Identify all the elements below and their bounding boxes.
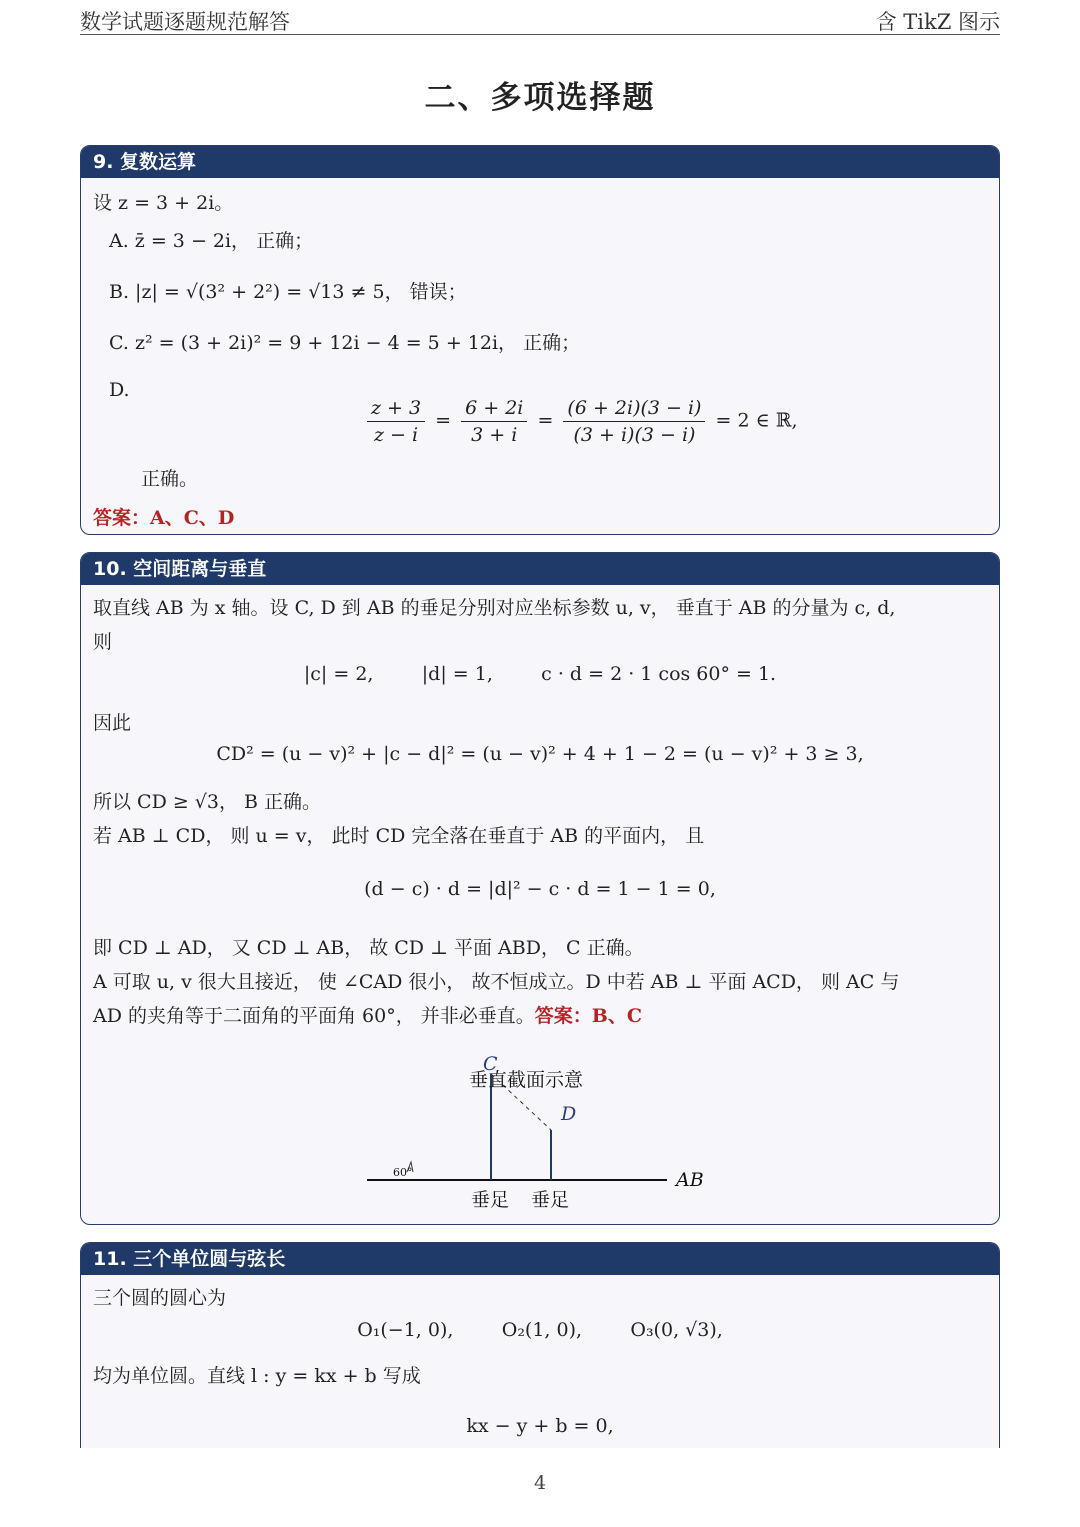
p11-equation-2: kx − y + b = 0, [466,1415,614,1437]
label-c: C [483,1053,498,1075]
problem-11-box [80,1242,1000,1448]
p9-option-b: B. |z| = √(3² + 2²) = √13 ≠ 5， 错误； [109,281,467,303]
problem-10-title: 10. 空间距离与垂直 [81,553,999,585]
p11-line-2: 均为单位圆。直线 l : y = kx + b 写成 [93,1365,421,1387]
p11-line-1: 三个圆的圆心为 [93,1287,227,1309]
p10-equation-2: CD² = (u − v)² + |c − d|² = (u − v)² + 4 + 1 − 2 = (u − v)² + 3 ≥ 3, [216,743,864,765]
running-header-left: 数学试题逐题规范解答 [80,10,290,34]
p9-option-a: A. z̄ = 3 − 2i， 正确； [109,230,314,252]
p10-equation-1: |c| = 2, |d| = 1, c · d = 2 · 1 cos 60° = 1. [303,663,777,685]
p11-equation-1: O₁(−1, 0), O₂(1, 0), O₃(0, √3), [357,1319,723,1341]
label-ab: AB [676,1169,704,1191]
problem-10-box [80,552,1000,1225]
p9-fraction-2: $\frac{6 + 2i}{3 + i}$ [461,397,527,446]
header-rule [80,34,1000,35]
angle-label: 60° [393,1166,413,1179]
p10-line-2: 则 [93,631,113,653]
label-d: D [561,1103,577,1125]
page-number: 4 [533,1472,547,1494]
p10-line-8: AD 的夹角等于二面角的平面角 60°， 并非必垂直。答案：B、C [93,1005,642,1027]
p9-fraction-1: $\frac{z + 3}{z - i}$ [367,397,425,446]
p9-option-d-label: D. [109,379,130,401]
problem-11-title: 11. 三个单位圆与弦长 [81,1243,999,1275]
p10-line-6: 即 CD ⊥ AD， 又 CD ⊥ AB， 故 CD ⊥ 平面 ABD， C 正确。 [93,937,644,959]
p9-setup: 设 z = 3 + 2i。 [93,192,234,214]
p10-equation-3: (d − c) · d = |d|² − c · d = 1 − 1 = 0, [364,878,716,900]
p9-option-c: C. z² = (3 + 2i)² = 9 + 12i − 4 = 5 + 12i， 正确； [109,332,581,354]
p10-line-1: 取直线 AB 为 x 轴。设 C, D 到 AB 的垂足分别对应坐标参数 u, v， 垂直于 AB 的分量为 c, d, [93,597,896,619]
p10-line-7: A 可取 u, v 很大且接近， 使 ∠CAD 很小， 故不恒成立。D 中若 AB ⊥ 平面 ACD， 则 AC 与 [93,971,900,993]
problem-9-title: 9. 复数运算 [81,146,999,178]
p10-line-3: 因此 [93,712,132,734]
p10-figure [351,1048,731,1218]
p9-option-d-equation: $\frac{z + 3}{z - i}$ = $\frac{6 + 2i}{3 + i}$ = $\frac{(6 + 2i)(3 - i)}{(3 + i)(3 - i)}$ = 2 ∈ ℝ, [363,397,798,446]
p9-answer: 答案：A、C、D [93,507,235,529]
p10-line-5: 若 AB ⊥ CD， 则 u = v， 此时 CD 完全落在垂直于 AB 的平面内， 且 [93,825,705,847]
foot-label-1: 垂足 [471,1189,510,1211]
p9-fraction-3: $\frac{(6 + 2i)(3 - i)}{(3 + i)(3 - i)}$ [563,397,705,446]
problem-9-box [80,145,1000,535]
figure-caption: 垂直截面示意 [469,1069,584,1091]
running-header-right: 含 TikZ 图示 [875,10,1000,34]
p10-line-4: 所以 CD ≥ √3， B 正确。 [93,791,322,813]
foot-label-2: 垂足 [531,1189,570,1211]
section-title: 二、多项选择题 [424,80,656,116]
p10-answer: 答案：B、C [534,1005,642,1027]
p9-option-d-conclusion: 正确。 [141,468,199,490]
